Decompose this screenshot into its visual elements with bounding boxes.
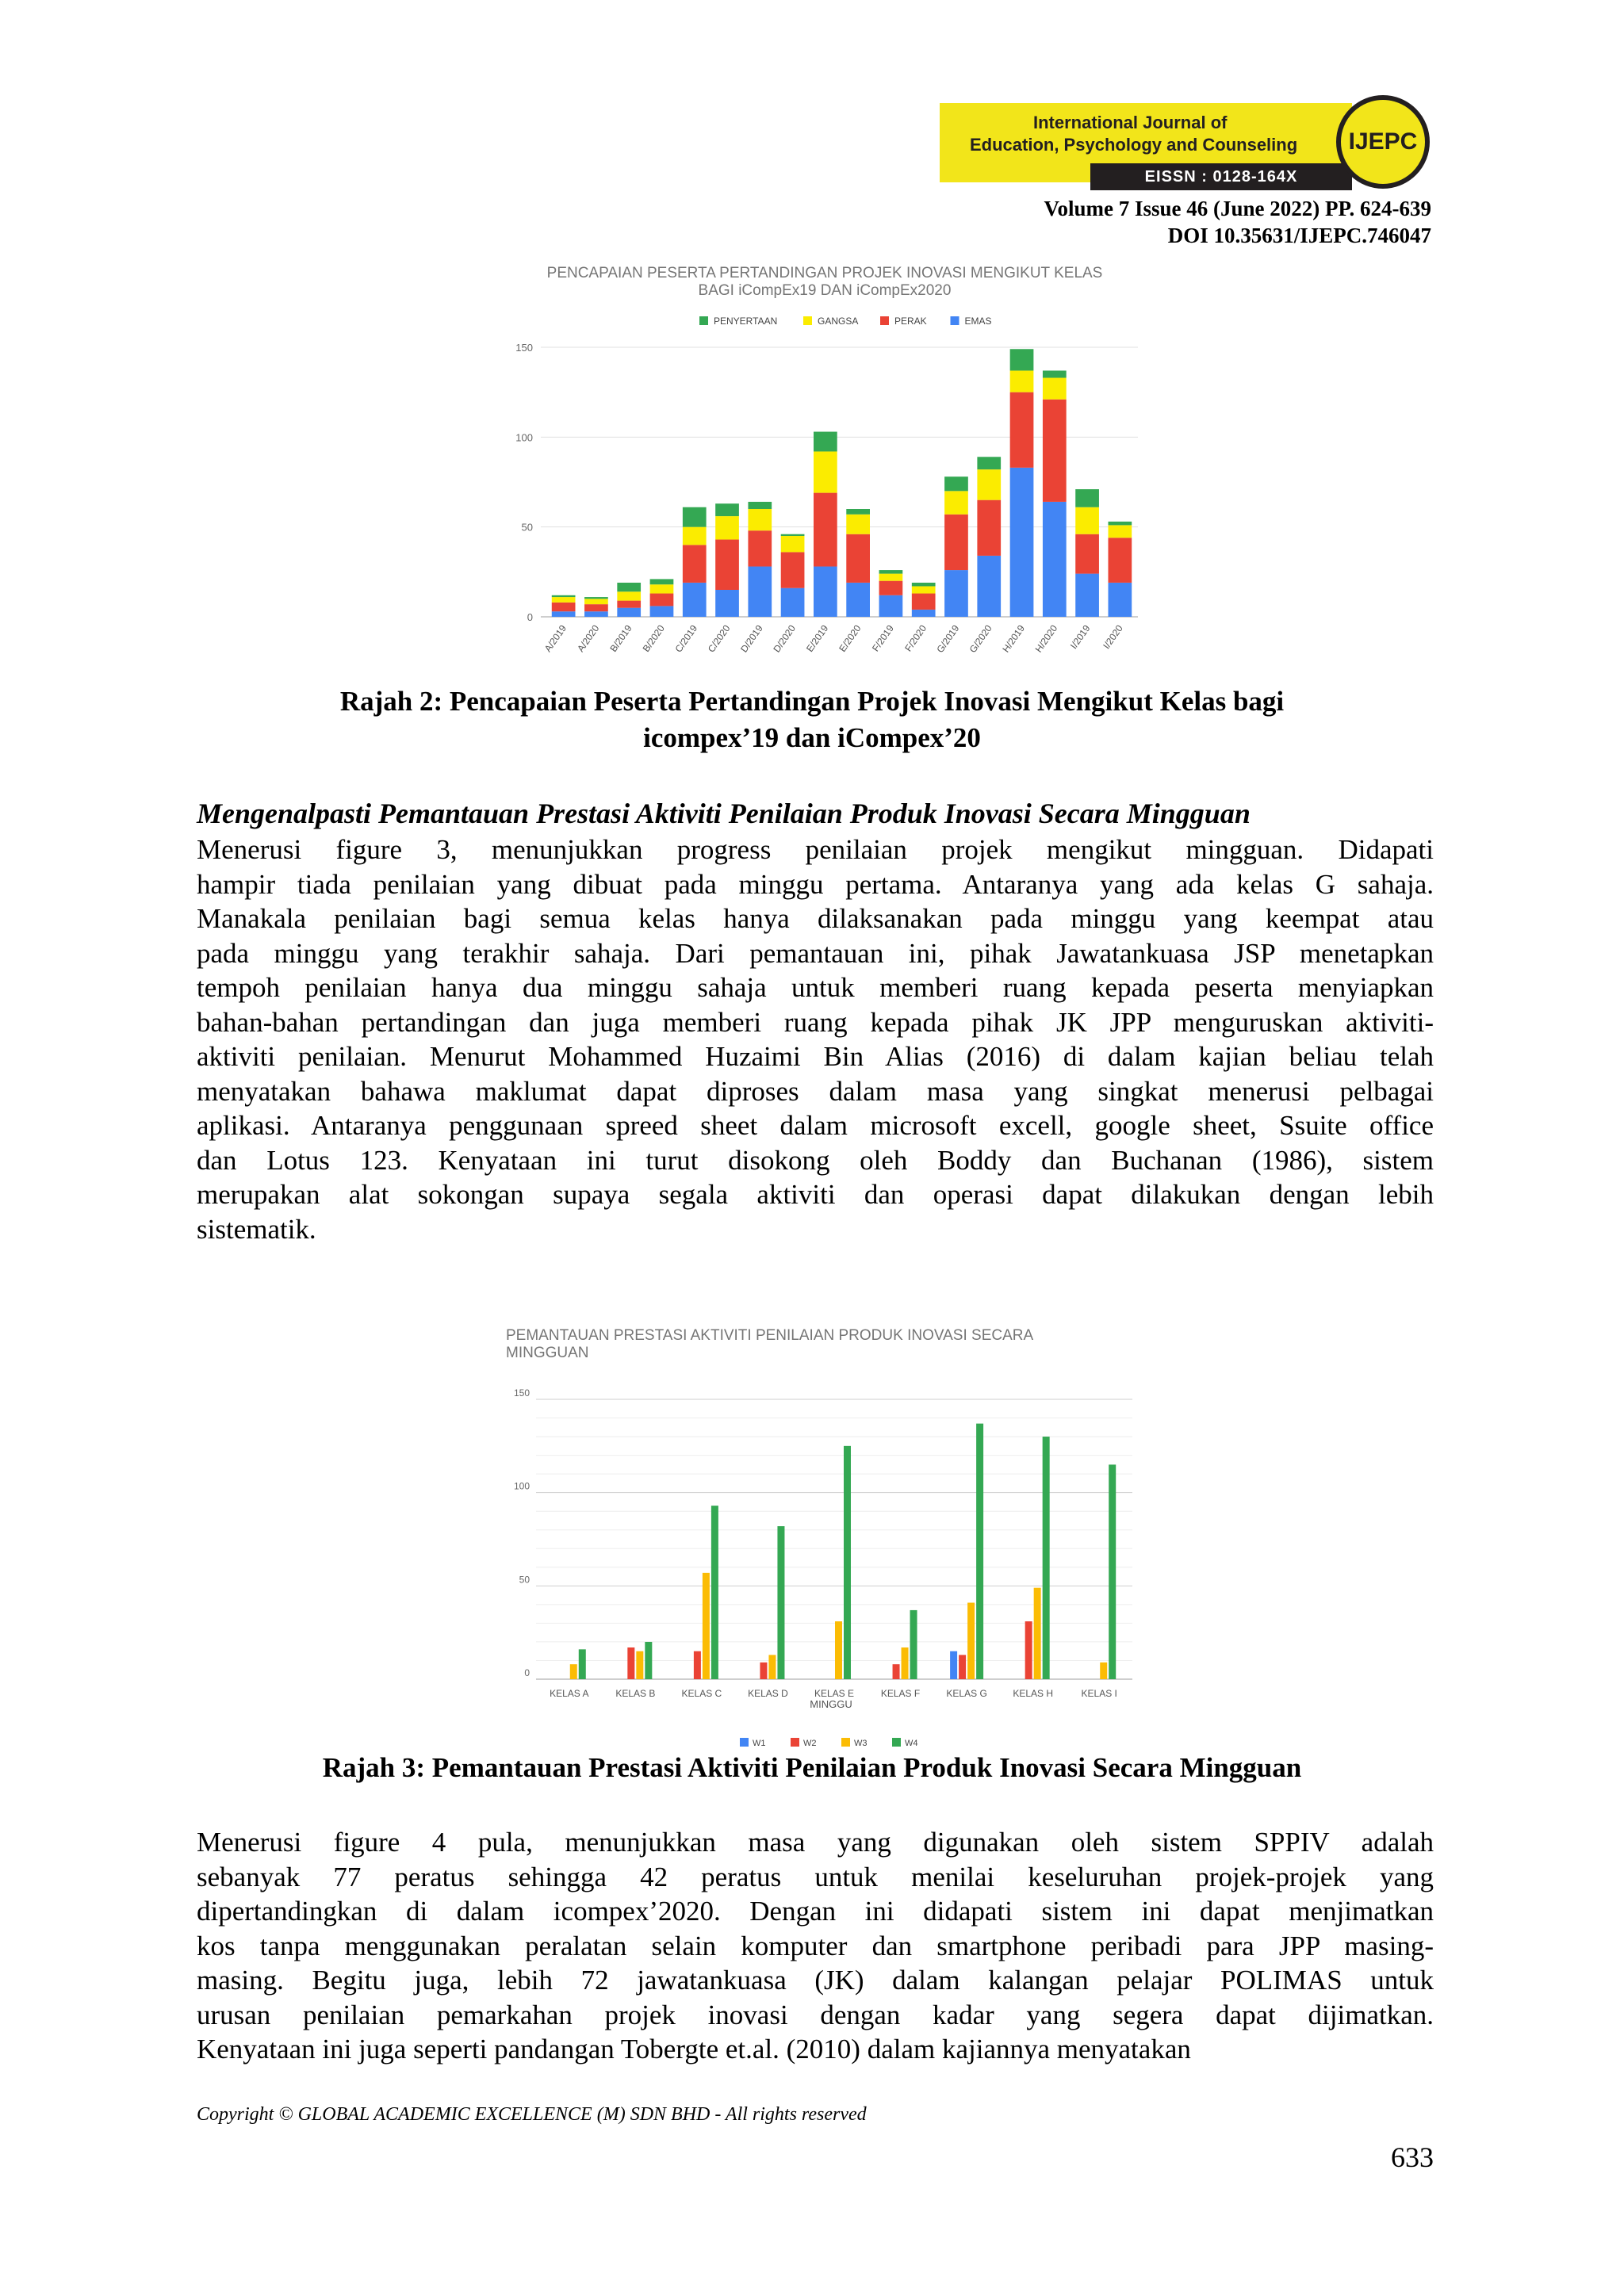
figure3-chart [498,1320,1148,1756]
paragraph-line: masing. Begitu juga, lebih 72 jawatankuasa (JK) dalam kalangan pelajar POLIMAS untuk [197,1965,1434,1996]
chart1-title-line1: PENCAPAIAN PESERTA PERTANDINGAN PROJEK INOVASI MENGIKUT KELAS [546,265,1103,281]
volume-info: Volume 7 Issue 46 (June 2022) PP. 624-639 [1044,197,1431,220]
paragraph-line: Manakala penilaian bagi semua kelas hanya dilaksanakan pada minggu yang keempat atau [197,903,1434,934]
chart1-bar-penyertaan [977,457,1001,469]
paragraph-line: sistematik. [197,1213,316,1245]
chart1-legend [699,316,992,327]
chart1-title-line2: BAGI iCompEx19 DAN iCompEx2020 [698,282,952,299]
chart1-bar-penyertaan [552,595,576,597]
chart2-bar-w3 [703,1573,710,1679]
chart1-x-labels [542,622,1125,655]
chart1-bar-penyertaan [1109,522,1132,526]
chart1-bar-penyertaan [944,476,968,491]
chart1-x-label: H/2020 [1032,622,1060,655]
chart2-x-label: KELAS F [880,1688,921,1699]
chart1-bar-emas [912,610,936,617]
chart2-ytick-label: 0 [524,1667,530,1678]
chart1-bar-emas [650,606,674,617]
chart1-bar-penyertaan [814,432,837,452]
chart1-ytick-label: 100 [515,431,533,444]
chart1-bar-perak [715,540,739,590]
chart2-bar-w4 [844,1446,851,1679]
chart1-bar-gangsa [650,584,674,593]
chart1-x-label: E/2019 [804,622,831,654]
chart1-bar-gangsa [1010,370,1034,392]
logo-badge: IJEPC [1336,95,1430,189]
chart2-x-label: KELAS D [748,1688,788,1699]
chart1-ytick-label: 50 [521,521,533,534]
chart1-bar-gangsa [846,515,870,534]
chart1-bar-perak [781,552,805,587]
chart2-bar-w4 [645,1642,652,1679]
chart1-legend-label: GANGSA [818,316,859,327]
chart1-legend-label: PENYERTAAN [714,316,778,327]
paragraph-line: tempoh penilaian hanya dua minggu sahaja untuk memberi ruang kepada peserta menyiapkan [197,972,1434,1003]
chart1-bar-penyertaan [912,583,936,587]
chart2-bar-w4 [777,1526,784,1679]
chart2-x-label: KELAS B [615,1688,656,1699]
chart2-bar-w3 [1100,1663,1107,1679]
chart1-bar-perak [683,545,707,583]
chart2-bar-w3 [570,1664,577,1679]
chart2-bar-w4 [976,1424,983,1679]
chart2-bar-w2 [1025,1621,1032,1679]
chart1-legend-swatch [880,316,889,325]
chart2-bars [570,1424,1116,1679]
section-heading: Mengenalpasti Pemantauan Prestasi Aktiviti Penilaian Produk Inovasi Secara Mingguan [197,798,1251,829]
chart1-x-label: C/2019 [672,622,700,655]
chart1-bar-emas [977,556,1001,617]
chart1-bar-emas [584,611,608,617]
figure2-caption-line2: icompex’19 dan iCompex’20 [643,722,981,753]
chart2-x-label: KELAS A [550,1688,589,1699]
chart1-legend-swatch [951,316,959,325]
paragraph-line: bahan-bahan pertandingan dan juga memberi ruang kepada pihak JK JPP menguruskan aktiviti- [197,1006,1434,1038]
chart1-bar-emas [781,588,805,617]
paragraph-line: dipertandingkan di dalam icompex’2020. Dengan ini didapati sistem ini dapat menjimatkan [197,1896,1434,1927]
chart1-bar-gangsa [977,469,1001,500]
chart1-bar-emas [617,608,641,617]
paragraph-line: kos tanpa menggunakan peralatan selain komputer dan smartphone peribadi para JPP masing- [197,1930,1434,1961]
chart1-bar-penyertaan [748,502,772,509]
chart1-bar-perak [584,604,608,611]
chart2-x-label: KELAS I [1081,1688,1117,1699]
chart1-bar-gangsa [1043,378,1067,400]
chart2-ytick-label: 100 [513,1480,530,1492]
chart2-x-label: KELAS H [1013,1688,1054,1699]
chart2-bar-w3 [1034,1588,1041,1679]
paragraph-line: pada minggu yang terakhir sahaja. Dari pemantauan ini, pihak Jawatankuasa JSP menetapkan [197,937,1434,969]
chart1-bar-emas [1010,468,1034,617]
chart1-x-label: H/2019 [1000,622,1027,655]
chart2-x-label: KELAS E [814,1688,855,1699]
chart2-title-line1: PEMANTAUAN PRESTASI AKTIVITI PENILAIAN PRODUK INOVASI SECARA [506,1327,1034,1344]
paragraph-line: merupakan alat sokongan supaya segala aktiviti dan operasi dapat dilakukan dengan lebih [197,1179,1434,1210]
chart1-bar-gangsa [781,536,805,552]
chart2-bar-w4 [910,1610,917,1679]
page-number: 633 [1391,2141,1434,2173]
chart2-x-labels [550,1688,1117,1699]
chart2-x-label: KELAS G [946,1688,987,1699]
chart1-bar-perak [650,594,674,607]
chart2-x-axis-title: MINGGU [810,1698,852,1710]
chart2-bar-w4 [579,1649,586,1679]
chart1-bar-penyertaan [1075,489,1099,507]
chart1-bar-perak [1010,392,1034,468]
chart1-bar-penyertaan [584,597,608,599]
chart2-legend-label: W1 [753,1739,766,1748]
chart1-bar-gangsa [1109,525,1132,538]
chart2-bar-w4 [1109,1464,1116,1679]
chart2-bar-w1 [950,1651,957,1679]
chart1-bar-gangsa [683,527,707,545]
chart1-bar-gangsa [1075,507,1099,534]
chart1-x-label: A/2019 [542,622,569,654]
chart1-x-label: I/2019 [1067,622,1093,652]
chart1-bar-gangsa [748,509,772,530]
chart1-bar-emas [1043,502,1067,617]
paragraph-line: urusan penilaian pemarkahan projek inovasi dengan kadar yang segera dapat dijimatkan. [197,1999,1434,2030]
chart1-bar-perak [748,530,772,566]
chart2-legend-swatch [892,1738,901,1747]
paragraph-line: Menerusi figure 4 pula, menunjukkan masa yang digunakan oleh sistem SPPIV adalah [197,1827,1434,1858]
chart1-bar-perak [617,601,641,608]
journal-logo [940,95,1431,197]
paragraph-2 [197,1825,1434,2067]
chart1-x-label: F/2019 [869,622,896,654]
chart1-bar-perak [1075,534,1099,574]
chart1-x-label: C/2020 [705,622,733,655]
paragraph-line: Menerusi figure 3, menunjukkan progress penilaian projek mengikut mingguan. Didapati [197,834,1434,865]
paragraph-line: dan Lotus 123. Kenyataan ini turut disokong oleh Boddy dan Buchanan (1986), sistem [197,1144,1434,1176]
chart1-bar-penyertaan [1043,370,1067,377]
chart2-legend-swatch [841,1738,850,1747]
chart1-legend-swatch [803,316,812,325]
chart1-x-label: E/2020 [837,622,864,654]
chart2-bar-w4 [711,1506,718,1679]
chart2-legend [740,1738,918,1748]
chart2-legend-label: W4 [905,1739,918,1748]
paragraph-line: menyatakan bahawa maklumat dapat diproses dalam masa yang singkat menerusi pelbagai [197,1075,1434,1107]
chart2-bar-w3 [967,1603,975,1679]
chart1-legend-swatch [699,316,708,325]
chart1-ytick-label: 0 [527,611,533,623]
chart2-bar-w2 [694,1651,701,1679]
chart2-bar-w3 [835,1621,842,1679]
chart2-bar-w4 [1043,1437,1050,1679]
chart1-bar-perak [912,594,936,610]
chart1-bar-perak [879,581,903,595]
chart1-bar-penyertaan [617,583,641,591]
copyright-footer: Copyright © GLOBAL ACADEMIC EXCELLENCE (M) SDN BHD - All rights reserved [197,2104,867,2125]
chart1-bar-perak [846,534,870,583]
chart1-bar-gangsa [879,574,903,581]
chart1-x-label: F/2020 [902,622,929,654]
chart1-bar-gangsa [552,597,576,603]
chart2-bar-w2 [959,1655,966,1679]
chart1-bar-emas [814,567,837,617]
chart1-bar-gangsa [584,599,608,604]
chart2-bar-w2 [893,1664,900,1679]
chart2-bar-w2 [627,1647,634,1679]
chart2-bar-w3 [636,1651,643,1679]
chart1-bars [552,349,1132,617]
chart2-legend-label: W3 [854,1739,868,1748]
chart1-x-label: B/2020 [640,622,667,654]
chart1-x-label: D/2020 [771,622,799,655]
logo-issn: EISSN : 0128-164X [1090,163,1352,190]
chart1-bar-penyertaan [879,570,903,574]
chart1-bar-perak [814,493,837,567]
chart1-bar-emas [879,595,903,617]
figure3-caption: Rajah 3: Pemantauan Prestasi Aktiviti Penilaian Produk Inovasi Secara Mingguan [322,1752,1302,1783]
chart1-bar-penyertaan [781,534,805,536]
chart1-bar-penyertaan [1010,349,1034,370]
figure2-chart [492,254,1158,666]
chart2-title-line2: MINGGUAN [506,1345,589,1361]
chart1-x-label: D/2019 [738,622,765,655]
chart1-bar-emas [1075,574,1099,617]
chart1-x-label: B/2019 [607,622,634,654]
logo-line2: Education, Psychology and Counseling [970,135,1298,155]
chart1-x-label: A/2020 [575,622,602,654]
chart2-bar-w3 [768,1655,776,1679]
chart1-x-label: G/2020 [967,622,994,655]
chart1-bar-gangsa [814,451,837,492]
chart1-bar-emas [715,590,739,617]
chart1-x-label: G/2019 [934,622,962,655]
chart1-bar-perak [977,500,1001,556]
chart1-legend-label: PERAK [894,316,927,327]
doi-info: DOI 10.35631/IJEPC.746047 [1167,224,1431,247]
paragraph-line: sebanyak 77 peratus sehingga 42 peratus untuk menilai keseluruhan projek-projek yang [197,1861,1434,1892]
logo-band [940,103,1352,186]
chart1-bar-penyertaan [846,509,870,515]
chart1-bar-perak [1109,538,1132,583]
chart1-bar-gangsa [912,586,936,593]
chart1-bar-penyertaan [650,579,674,584]
chart1-bar-gangsa [617,591,641,600]
chart2-ytick-label: 150 [513,1387,530,1399]
paragraph-1 [197,832,1434,1246]
chart1-bar-gangsa [715,516,739,539]
chart1-ytick-label: 150 [515,342,533,354]
paragraph-line: hampir tiada penilaian yang dibuat pada minggu pertama. Antaranya yang ada kelas G sahaja. [197,868,1434,900]
chart1-bar-emas [1109,583,1132,617]
chart1-bar-emas [944,570,968,617]
chart1-bar-penyertaan [715,503,739,516]
paragraph-line: aktiviti penilaian. Menurut Mohammed Huzaimi Bin Alias (2016) di dalam kajian beliau telah [197,1041,1434,1072]
chart1-bar-emas [846,583,870,617]
chart2-bar-w3 [902,1647,909,1679]
chart1-bar-penyertaan [683,507,707,527]
chart2-legend-swatch [740,1738,749,1747]
chart1-bar-gangsa [944,491,968,514]
figure2-caption-line1: Rajah 2: Pencapaian Peserta Pertandingan Projek Inovasi Mengikut Kelas bagi [339,686,1285,717]
chart2-legend-swatch [791,1738,799,1747]
chart2-ytick-label: 50 [519,1574,530,1586]
chart2-bar-w2 [760,1663,767,1679]
logo-line1: International Journal of [1033,113,1228,132]
chart1-bar-emas [748,567,772,617]
chart1-bar-perak [552,603,576,611]
chart1-bar-perak [944,515,968,570]
chart2-legend-label: W2 [803,1739,817,1748]
paragraph-line: aplikasi. Antaranya penggunaan spreed sheet dalam microsoft excell, google sheet, Ssuite office [197,1110,1434,1141]
chart1-x-label: I/2020 [1101,622,1125,652]
chart2-x-label: KELAS C [681,1688,722,1699]
paragraph-line: Kenyataan ini juga seperti pandangan Tobergte et.al. (2010) dalam kajiannya menyatakan [197,2034,1191,2064]
chart1-bar-perak [1043,400,1067,502]
chart1-legend-label: EMAS [964,316,992,327]
chart1-bar-emas [683,583,707,617]
chart1-bar-emas [552,611,576,617]
